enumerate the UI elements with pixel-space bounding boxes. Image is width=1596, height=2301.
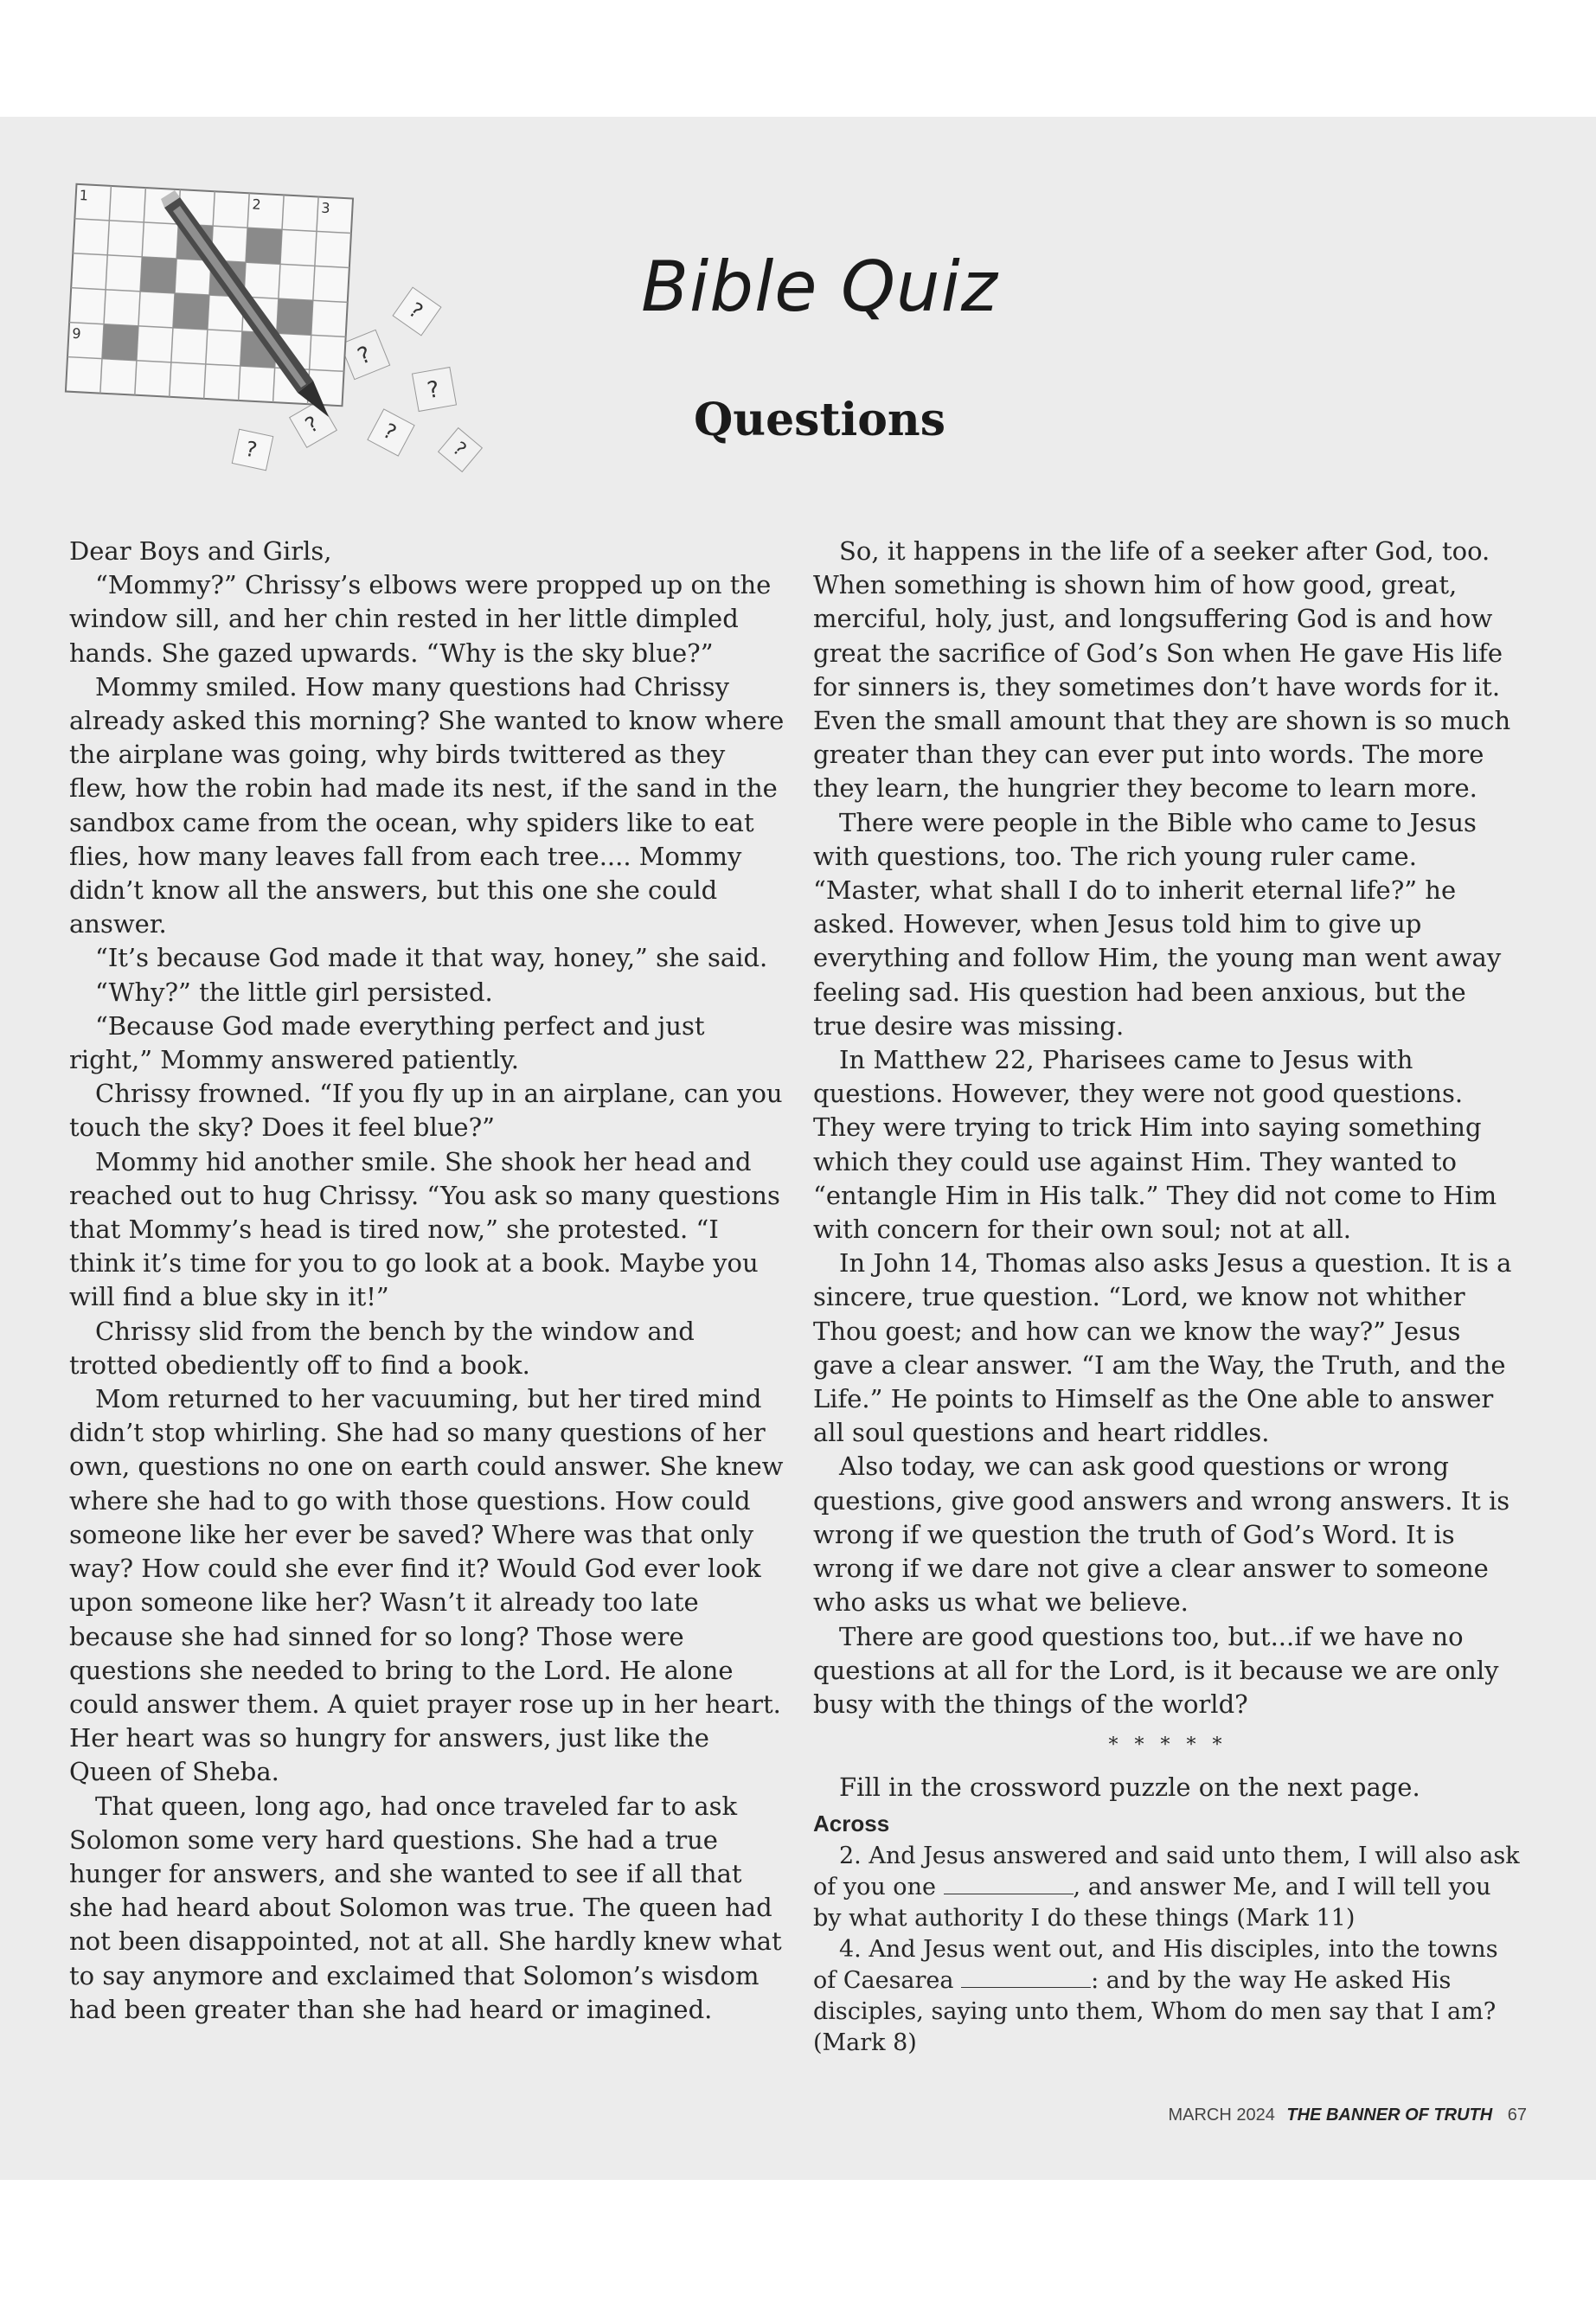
across-heading: Across (813, 1810, 890, 1836)
page-footer (1168, 2106, 1527, 2125)
paragraph: “It’s because God made it that way, honey,” she said. (95, 943, 768, 973)
svg-text:?: ? (404, 297, 427, 324)
clue (813, 1934, 1522, 2059)
right-column (813, 535, 1522, 2059)
clue-text: 4. And Jesus went out, and His disciples, into the towns of Caesarea (813, 1935, 1498, 1994)
paragraph: In Matthew 22, Pharisees came to Jesus with questions. However, they were not good questions. They were trying to trick Him into saying something which they could use against Him. They wanted to “entangle Him in His talk.” They did not come to Him with concern for their own soul; not at all. (813, 1045, 1497, 1245)
paragraph: “Why?” the little girl persisted. (95, 977, 493, 1007)
page-number: 67 (1507, 2106, 1527, 2125)
grid-number: 2 (252, 195, 262, 214)
paragraph: Mommy smiled. How many questions had Chrissy already asked this morning? She wanted to know where the airplane was going, why birds twittered as they flew, how the robin had made its nest, if the sand in the sandbox came from the ocean, why spiders like to eat flies, how many leaves fall from each tree.... Mommy didn’t know all the answers, but this one she could answer. (69, 671, 785, 939)
svg-text:?: ? (243, 436, 260, 463)
clue-text: , and answer Me, and I will tell you by what authority I do these things (Mark 11) (813, 1873, 1491, 1932)
publication-name: THE BANNER OF TRUTH (1286, 2106, 1493, 2125)
grid-number: 1 (79, 187, 89, 204)
paragraph: In John 14, Thomas also asks Jesus a question. It is a sincere, true question. “Lord, we know not whither Thou goest; and how can we know the way?” Jesus gave a clear answer. “I am the Way, the Truth, and the Life.” He points to Himself as the One able to answer all soul questions and heart riddles. (813, 1248, 1512, 1448)
paragraph: That queen, long ago, had once traveled far to ask Solomon some very hard questions. She had a true hunger for answers, and she wanted to see if all that she had heard about Solomon was true. The queen had not been disappointed, not at all. She hardly knew what to say anymore and exclaimed that Solomon’s wisdom had been greater than she had heard or imagined. (69, 1791, 782, 2024)
left-column (69, 535, 787, 2027)
issue-date: MARCH 2024 (1168, 2106, 1275, 2125)
clue-text: 2. And Jesus answered and said unto them, I will also ask of you one (813, 1842, 1520, 1900)
clue (813, 1841, 1522, 1934)
paragraph: Mom returned to her vacuuming, but her tired mind didn’t stop whirling. She had so many questions of her own, questions no one on earth could answer. She knew where she had to go with those questions. How could someone like her ever be saved? Where was that only way? How could she ever find it? Would God ever look upon someone like her? Wasn’t it already too late because she had sinned for so long? Those were questions she needed to bring to the Lord. He alone could answer them. A quiet prayer rose up in her heart. Her heart was so hungry for answers, just like the Queen of Sheba. (69, 1384, 784, 1787)
paragraph: “Mommy?” Chrissy’s elbows were propped up on the window sill, and her chin rested in her little dimpled hands. She gazed upwards. “Why is the sky blue?” (69, 570, 772, 668)
section-separator: * * * * * (1108, 1734, 1227, 1757)
paragraph: So, it happens in the life of a seeker after God, too. When something is shown him of how good, great, merciful, holy, just, and longsuffering God is and how great the sacrifice of God’s Son when He gave His life for sinners is, they sometimes don’t have words for it. Even the small amount that they are shown is so much greater than they can ever put into words. The more they learn, the hungrier they become to learn more. (813, 536, 1511, 804)
paragraph: There were people in the Bible who came to Jesus with questions, too. The rich young ruler came. “Master, what shall I do to inherit eternal life?” he asked. However, when Jesus told him to give up everything and follow Him, the young man went away feeling sad. His question had been anxious, but the true desire was missing. (813, 807, 1502, 1041)
svg-text:?: ? (301, 411, 324, 439)
svg-text:?: ? (379, 418, 401, 445)
answer-blank (944, 1873, 1074, 1894)
paragraph: Chrissy frowned. “If you fly up in an airplane, can you touch the sky? Does it feel blue?” (69, 1079, 783, 1143)
answer-blank (961, 1966, 1091, 1988)
paragraph: “Because God made everything perfect and just right,” Mommy answered patiently. (69, 1010, 705, 1075)
quiz-subtitle: Questions (693, 394, 945, 446)
svg-text:?: ? (448, 438, 471, 461)
svg-text:?: ? (425, 376, 442, 405)
paragraph: Mommy hid another smile. She shook her head and reached out to hug Chrissy. “You ask so many questions that Mommy’s head is tired now,” she protested. “I think it’s time for you to go look at a book. Maybe you will find a blue sky in it!” (69, 1146, 780, 1312)
grid-number: 3 (320, 199, 331, 217)
grid-number: 9 (71, 324, 82, 343)
quiz-title: Bible Quiz (641, 247, 998, 327)
instruction: Fill in the crossword puzzle on the next page. (839, 1772, 1420, 1803)
clue-text: : and by the way He asked His disciples, saying unto them, Whom do men say that I am? (Mark 8) (813, 1966, 1497, 2056)
svg-text:?: ? (354, 341, 375, 370)
paragraph: Also today, we can ask good questions or wrong questions, give good answers and wrong answers. It is wrong if we question the truth of God’s Word. It is wrong if we dare not give a clear answer to someone who asks us what we believe. (813, 1452, 1510, 1618)
crossword-pen-icon (54, 173, 503, 502)
paragraph: Chrissy slid from the bench by the window and trotted obediently off to find a book. (69, 1316, 695, 1380)
greeting: Dear Boys and Girls, (69, 536, 332, 566)
paragraph: There are good questions too, but...if we have no questions at all for the Lord, is it because we are only busy with the things of the world? (813, 1621, 1499, 1719)
